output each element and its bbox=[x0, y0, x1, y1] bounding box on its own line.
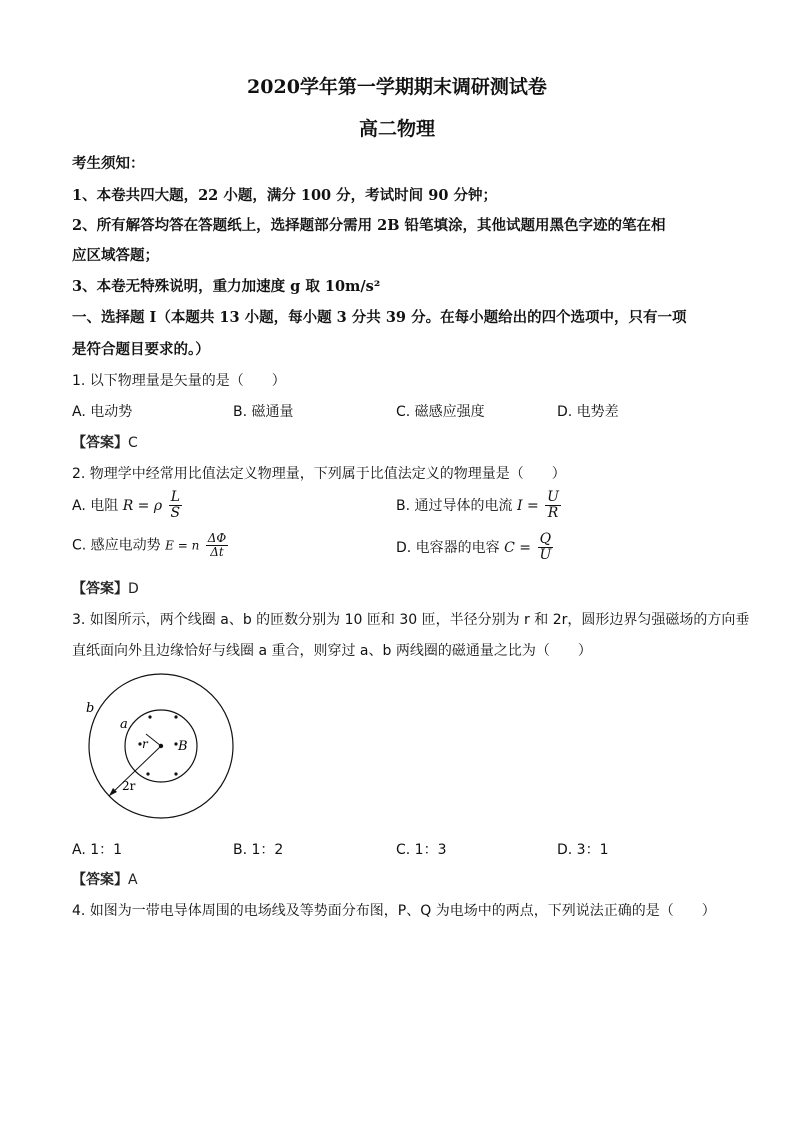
notice-item-2: 2、所有解答均答在答题纸上，选择题部分需用 2B 铅笔填涂，其他试题用黑色字迹的笔在相 bbox=[72, 217, 666, 234]
q2-option-d-lhs: C = bbox=[504, 539, 532, 556]
q3-answer bbox=[72, 869, 138, 889]
q1-answer-value: C bbox=[128, 435, 138, 451]
q2-option-b-lhs: I = bbox=[516, 497, 539, 514]
q2-option-a bbox=[72, 490, 184, 522]
q2-option-b-fraction bbox=[545, 490, 561, 522]
q3-option-c: C. 1：3 bbox=[396, 842, 447, 858]
q3-stem-cont: 直纸面向外且边缘恰好与线圈 a 重合，则穿过 a、b 两线圈的磁通量之比为（ ） bbox=[72, 643, 592, 659]
q3-option-b: B. 1：2 bbox=[233, 842, 284, 858]
q2-option-d bbox=[396, 532, 555, 564]
q1-answer bbox=[72, 432, 138, 452]
field-dot bbox=[146, 772, 149, 775]
q4-stem: 4. 如图为一带电导体周围的电场线及等势面分布图，P、Q 为电场中的两点，下列说法正确的是（ ） bbox=[72, 903, 716, 919]
field-dot bbox=[148, 715, 151, 718]
label-b: b bbox=[86, 701, 95, 716]
label-B: B bbox=[178, 739, 188, 754]
q2-option-a-fraction bbox=[169, 490, 183, 522]
q2-stem: 2. 物理学中经常用比值法定义物理量，下列属于比值法定义的物理量是（ ） bbox=[72, 466, 566, 482]
answer-tag: 【答案】 bbox=[72, 581, 128, 597]
notice-item-2-cont: 应区域答题； bbox=[72, 247, 159, 264]
q1-stem: 1. 以下物理量是矢量的是（ ） bbox=[72, 373, 286, 389]
label-2r: 2r bbox=[122, 779, 136, 793]
q2-option-b bbox=[396, 490, 563, 522]
q2-option-c bbox=[72, 532, 230, 559]
q2-option-c-denominator: Δt bbox=[210, 545, 224, 560]
q3-answer-value: A bbox=[128, 872, 138, 888]
q2-option-a-label: A. 电阻 bbox=[72, 497, 119, 514]
label-a: a bbox=[120, 717, 128, 732]
q2-answer bbox=[72, 578, 139, 598]
q2-option-c-label: C. 感应电动势 bbox=[72, 537, 161, 554]
q2-answer-value: D bbox=[128, 581, 139, 597]
q3-stem: 3. 如图所示，两个线圈 a、b 的匝数分别为 10 匝和 30 匝，半径分别为 r 和 2r，圆形边界匀强磁场的方向垂 bbox=[72, 612, 750, 628]
label-r: r bbox=[142, 737, 148, 751]
field-dot bbox=[174, 772, 177, 775]
q2-option-c-lhs: E = n bbox=[165, 538, 200, 553]
q3-option-d: D. 3：1 bbox=[557, 842, 609, 858]
answer-tag: 【答案】 bbox=[72, 872, 128, 888]
radius-r-line bbox=[146, 734, 161, 746]
q2-option-d-fraction bbox=[538, 532, 554, 564]
notice-heading: 考生须知： bbox=[72, 155, 145, 172]
exam-title: 2020学年第一学期期末调研测试卷 bbox=[247, 76, 547, 98]
q2-option-a-denominator: S bbox=[170, 505, 181, 522]
q3-option-a: A. 1：1 bbox=[72, 842, 123, 858]
q1-option-b: B. 磁通量 bbox=[233, 404, 294, 420]
notice-item-3: 3、本卷无特殊说明，重力加速度 g 取 10m/s² bbox=[72, 278, 381, 295]
section-heading-cont: 是符合题目要求的。） bbox=[72, 341, 210, 358]
q1-option-a: A. 电动势 bbox=[72, 404, 133, 420]
exam-subject: 高二物理 bbox=[358, 118, 435, 140]
field-dot bbox=[174, 715, 177, 718]
q1-option-c: C. 磁感应强度 bbox=[396, 404, 485, 420]
q2-option-c-fraction bbox=[206, 532, 229, 559]
q3-figure bbox=[80, 672, 250, 836]
section-heading: 一、选择题 I（本题共 13 小题，每小题 3 分共 39 分。在每小题给出的四个选项中，只有一项 bbox=[72, 309, 687, 326]
q2-option-d-numerator: Q bbox=[539, 531, 552, 547]
q2-option-d-label: D. 电容器的电容 bbox=[396, 539, 500, 556]
q2-option-b-label: B. 通过导体的电流 bbox=[396, 497, 513, 514]
q2-option-b-numerator: U bbox=[547, 489, 559, 505]
q2-option-b-denominator: R bbox=[547, 505, 559, 522]
answer-tag: 【答案】 bbox=[72, 435, 128, 451]
q2-option-c-numerator: ΔΦ bbox=[207, 531, 227, 545]
coils-diagram bbox=[80, 672, 250, 832]
q2-option-a-lhs: R = ρ bbox=[122, 497, 163, 514]
q2-option-d-denominator: U bbox=[539, 547, 552, 564]
q2-option-a-numerator: L bbox=[170, 489, 180, 505]
notice-item-1: 1、本卷共四大题，22 小题，满分 100 分，考试时间 90 分钟； bbox=[72, 187, 497, 204]
q1-option-d: D. 电势差 bbox=[557, 404, 619, 420]
